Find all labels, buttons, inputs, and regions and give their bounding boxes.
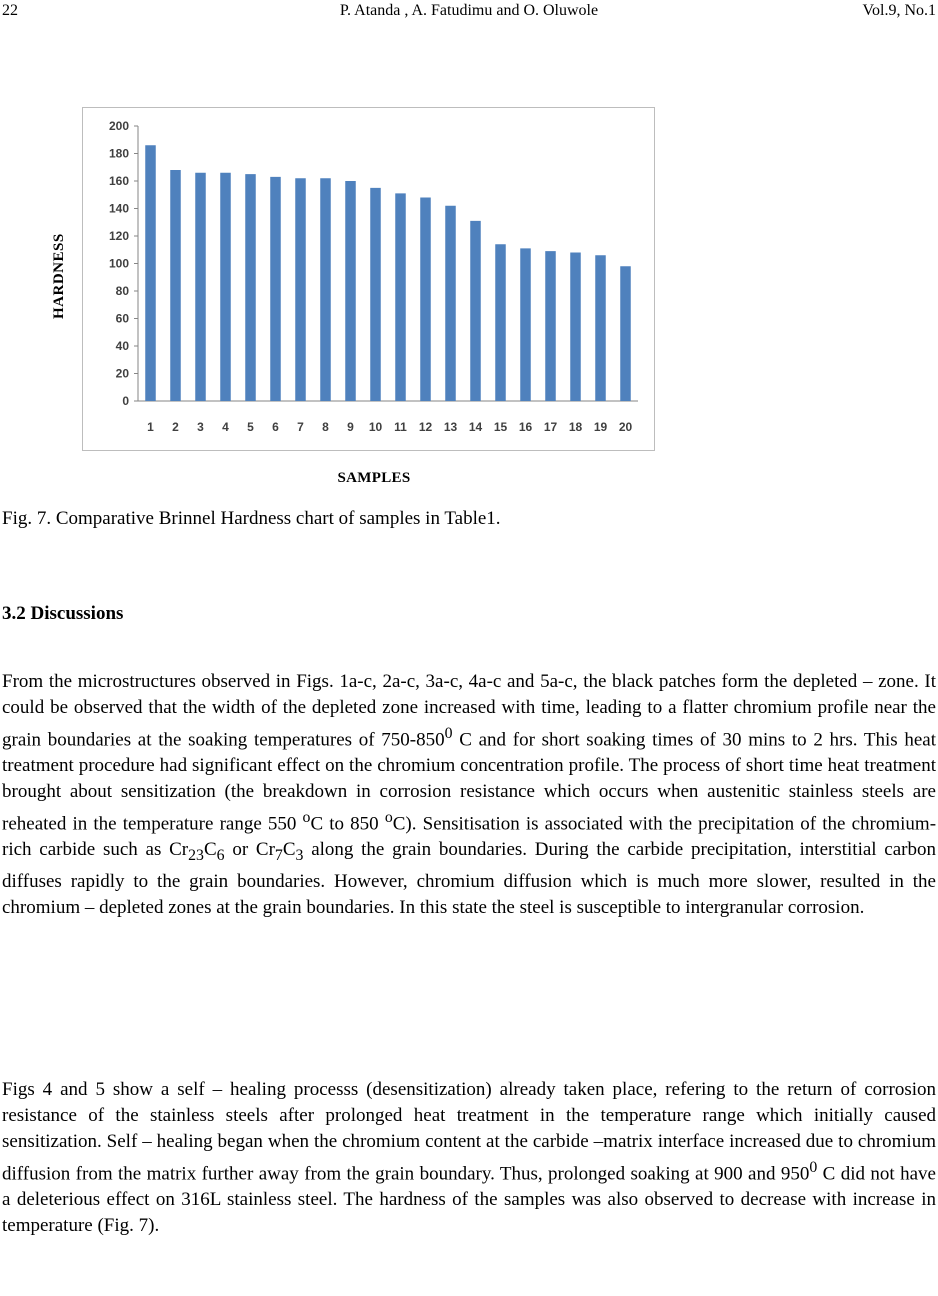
bar-sample-7 xyxy=(295,178,306,401)
y-tick-label: 60 xyxy=(115,311,129,326)
para1-sub-3: 7 xyxy=(274,846,283,864)
y-tick-label: 180 xyxy=(108,146,129,161)
bar-sample-2 xyxy=(170,170,181,401)
y-tick-label: 0 xyxy=(122,394,129,408)
y-tick-label: 120 xyxy=(108,229,129,243)
x-tick-label: 19 xyxy=(593,420,608,434)
x-tick-label: 11 xyxy=(394,420,407,434)
x-tick-label: 9 xyxy=(347,420,354,434)
x-tick-label: 12 xyxy=(418,420,433,434)
bar-sample-5 xyxy=(245,174,256,401)
y-tick-label: 160 xyxy=(108,174,129,188)
bar-sample-10 xyxy=(370,188,381,401)
para1-text-4: C). Sensitisation is associated with the precipitation of the chromium- rich carbide such as Cr xyxy=(2,813,937,861)
bar-sample-19 xyxy=(595,255,606,401)
para2-sup-degree: 0 xyxy=(809,1158,818,1176)
para1-text-5: C xyxy=(203,839,217,861)
x-tick-label: 16 xyxy=(518,420,533,434)
para1-text-6: or Cr xyxy=(224,839,275,861)
x-tick-label: 15 xyxy=(493,420,508,434)
bar-sample-18 xyxy=(570,253,581,402)
para1-text-1: From the microstructures observed in Figs. 1a-c, 2a-c, 3a-c, 4a-c and 5a-c, the black patches form the depleted – zone. It could be observed that the width of the depleted zone increased with time, leading to a flatter chromium profile near the grain boundaries at the soaking temperatures of 750-850 xyxy=(2,671,936,751)
para2-text-1: Figs 4 and 5 show a self – healing processs (desensitization) already taken place, refering to the return of corrosion resistance of the stainless steels after prolonged heat treatment in the temperature range which initially caused sensitization. Self – healing began when the chromium content at the carbide –matrix interface increased due to chromium diffusion from the matrix further away from the grain boundary. Thus, prolonged soaking at 900 and 950 xyxy=(2,1079,936,1185)
volume-info: Vol.9, No.1 xyxy=(862,2,936,19)
y-tick-label: 40 xyxy=(115,339,129,353)
x-tick-label: 10 xyxy=(368,420,383,434)
bar-sample-6 xyxy=(270,177,281,401)
x-tick-label: 20 xyxy=(618,420,633,434)
para1-text-2: C and for short soaking times of 30 mins to 2 hrs. This heat treatment procedure had significant effect on the chromium concentration profile. The process of short time heat treatment brought about sensitization (the breakdown in corrosion resistance which occurs when austenitic stainless steels are reheated in the temperature range 550 xyxy=(2,729,936,835)
bar-sample-4 xyxy=(220,173,231,401)
para1-sup-degree: 0 xyxy=(444,724,453,742)
bar-sample-13 xyxy=(445,206,456,401)
paragraph-discussion-1 xyxy=(2,669,936,921)
x-tick-label: 7 xyxy=(297,420,304,434)
page-number: 22 xyxy=(2,2,18,19)
para1-sup-degree-3: o xyxy=(384,808,393,826)
hardness-chart xyxy=(82,107,655,451)
bar-sample-9 xyxy=(345,181,356,401)
para1-text-7: C xyxy=(282,839,296,861)
chart-y-axis-label: HARDNESS xyxy=(51,233,67,319)
y-tick-label: 100 xyxy=(108,256,129,271)
para2-text-2: C did not have a deleterious effect on 316L stainless steel. The hardness of the samples was also observed to decrease with increase in temperature (Fig. 7). xyxy=(2,1163,936,1236)
x-tick-label: 4 xyxy=(222,420,229,434)
section-heading: 3.2 Discussions xyxy=(2,603,124,624)
bar-sample-8 xyxy=(320,178,331,401)
bar-sample-1 xyxy=(145,145,156,401)
bar-sample-11 xyxy=(395,193,406,401)
y-tick-label: 80 xyxy=(115,284,129,298)
y-tick-label: 20 xyxy=(115,366,129,381)
para1-sub-4: 3 xyxy=(295,846,304,864)
x-tick-label: 1 xyxy=(147,420,154,434)
bar-sample-3 xyxy=(195,173,206,401)
y-tick-label: 200 xyxy=(108,119,129,133)
x-tick-label: 18 xyxy=(568,420,583,434)
y-tick-label: 140 xyxy=(108,201,129,216)
x-tick-label: 8 xyxy=(322,420,329,434)
para1-sub-2: 6 xyxy=(216,846,225,864)
bar-sample-16 xyxy=(520,248,531,401)
para1-sup-degree-2: o xyxy=(302,808,311,826)
x-tick-label: 14 xyxy=(468,420,483,434)
x-tick-label: 5 xyxy=(247,420,254,434)
running-authors: P. Atanda , A. Fatudimu and O. Oluwole xyxy=(339,2,599,19)
x-tick-label: 17 xyxy=(543,420,558,434)
para1-sub-1: 23 xyxy=(188,846,204,864)
hardness-bar-chart-svg xyxy=(83,108,656,452)
para1-text-8: along the grain boundaries. During the carbide precipitation, interstitial carbon diffuses rapidly to the grain boundaries. However, chromium diffusion which is much more slower, resulted in the chromium – depleted zones at the grain boundaries. In this state the steel is susceptible to intergranular corrosion. xyxy=(2,839,937,918)
para1-text-3: C to 850 xyxy=(310,813,385,835)
x-tick-label: 13 xyxy=(443,420,458,434)
chart-x-axis-label: SAMPLES xyxy=(337,470,411,486)
bar-sample-20 xyxy=(620,266,631,401)
bar-sample-12 xyxy=(420,198,431,402)
x-tick-label: 3 xyxy=(197,420,204,434)
bar-sample-15 xyxy=(495,244,506,401)
x-tick-label: 2 xyxy=(172,420,179,434)
paragraph-discussion-2 xyxy=(2,1077,936,1239)
bar-sample-14 xyxy=(470,221,481,401)
figure-caption: Fig. 7. Comparative Brinnel Hardness chart of samples in Table1. xyxy=(2,508,501,529)
x-tick-label: 6 xyxy=(272,420,279,434)
page-header xyxy=(0,0,938,24)
bar-sample-17 xyxy=(545,251,556,401)
